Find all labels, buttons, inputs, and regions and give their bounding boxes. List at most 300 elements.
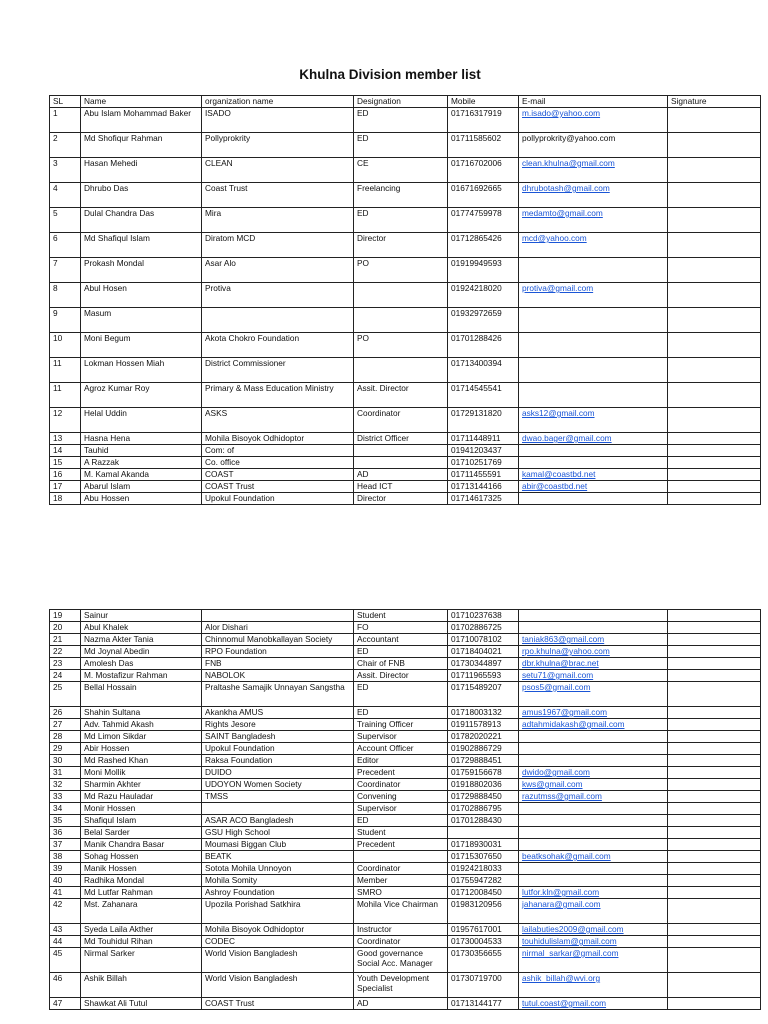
cell-mobile: 01702886795 xyxy=(448,803,519,815)
cell-designation: Coordinator xyxy=(354,936,448,948)
cell-organization: Pollyprokrity xyxy=(202,133,354,158)
cell-organization: DUIDO xyxy=(202,767,354,779)
cell-email[interactable]: rpo.khulna@yahoo.com xyxy=(519,646,668,658)
cell-mobile: 01924218033 xyxy=(448,863,519,875)
cell-designation: ED xyxy=(354,707,448,719)
cell-email xyxy=(519,803,668,815)
cell-email[interactable]: lailabuties2009@gmail.com xyxy=(519,924,668,936)
cell-designation: ED xyxy=(354,108,448,133)
cell-signature xyxy=(668,408,761,433)
page-title: Khulna Division member list xyxy=(299,67,481,82)
table-row xyxy=(50,622,761,634)
cell-designation: Training Officer xyxy=(354,719,448,731)
table-row xyxy=(50,108,761,133)
cell-name: Radhika Mondal xyxy=(81,875,202,887)
cell-signature xyxy=(668,183,761,208)
cell-designation: ED xyxy=(354,646,448,658)
cell-mobile: 01711965593 xyxy=(448,670,519,682)
cell-mobile: 01718930031 xyxy=(448,839,519,851)
cell-sl: 2 xyxy=(50,133,81,158)
cell-name: Syeda Laila Akther xyxy=(81,924,202,936)
header-designation: Designation xyxy=(354,96,448,108)
cell-name: Md Razu Hauladar xyxy=(81,791,202,803)
cell-designation: CE xyxy=(354,158,448,183)
cell-name: Masum xyxy=(81,308,202,333)
cell-organization: Asar Alo xyxy=(202,258,354,283)
cell-email[interactable]: medamto@gmail.com xyxy=(519,208,668,233)
cell-signature xyxy=(668,469,761,481)
cell-designation: Precedent xyxy=(354,767,448,779)
table-row xyxy=(50,634,761,646)
table-row xyxy=(50,682,761,707)
cell-email[interactable]: kamal@coastbd.net xyxy=(519,469,668,481)
cell-sl: 8 xyxy=(50,283,81,308)
cell-mobile: 01701288426 xyxy=(448,333,519,358)
cell-signature xyxy=(668,743,761,755)
cell-signature xyxy=(668,682,761,707)
cell-mobile: 01711448911 xyxy=(448,433,519,445)
cell-signature xyxy=(668,208,761,233)
cell-sl: 44 xyxy=(50,936,81,948)
table-row xyxy=(50,779,761,791)
header-organization: organization name xyxy=(202,96,354,108)
cell-sl: 47 xyxy=(50,998,81,1010)
cell-email[interactable]: kws@gmail.com xyxy=(519,779,668,791)
table-row xyxy=(50,863,761,875)
table-row xyxy=(50,875,761,887)
cell-sl: 4 xyxy=(50,183,81,208)
cell-mobile: 01718404021 xyxy=(448,646,519,658)
cell-mobile: 01714617325 xyxy=(448,493,519,505)
cell-sl: 37 xyxy=(50,839,81,851)
cell-designation: ED xyxy=(354,208,448,233)
cell-sl: 25 xyxy=(50,682,81,707)
cell-name: Sohag Hossen xyxy=(81,851,202,863)
cell-designation: Coordinator xyxy=(354,863,448,875)
cell-designation: Youth Development Specialist xyxy=(354,973,448,998)
cell-sl: 23 xyxy=(50,658,81,670)
table-row xyxy=(50,408,761,433)
cell-email[interactable]: protiva@gmail.com xyxy=(519,283,668,308)
cell-email xyxy=(519,875,668,887)
cell-name: Helal Uddin xyxy=(81,408,202,433)
table-row xyxy=(50,924,761,936)
cell-organization: CLEAN xyxy=(202,158,354,183)
cell-signature xyxy=(668,358,761,383)
cell-designation: AD xyxy=(354,469,448,481)
cell-mobile: 01774759978 xyxy=(448,208,519,233)
table-row xyxy=(50,610,761,622)
cell-signature xyxy=(668,803,761,815)
table-row xyxy=(50,433,761,445)
cell-signature xyxy=(668,445,761,457)
table-row xyxy=(50,493,761,505)
cell-signature xyxy=(668,481,761,493)
cell-designation xyxy=(354,457,448,469)
table-row xyxy=(50,899,761,924)
cell-sl: 30 xyxy=(50,755,81,767)
table-row xyxy=(50,707,761,719)
cell-name: Md Lutfar Rahman xyxy=(81,887,202,899)
cell-email xyxy=(519,827,668,839)
cell-email xyxy=(519,383,668,408)
cell-organization: Moumasi Biggan Club xyxy=(202,839,354,851)
cell-designation: Supervisor xyxy=(354,803,448,815)
cell-designation: Chair of FNB xyxy=(354,658,448,670)
cell-sl: 35 xyxy=(50,815,81,827)
cell-name: Mst. Zahanara xyxy=(81,899,202,924)
cell-name: Monir Hossen xyxy=(81,803,202,815)
cell-email[interactable]: dhrubotash@gmail.com xyxy=(519,183,668,208)
cell-name: M. Mostafizur Rahman xyxy=(81,670,202,682)
cell-signature xyxy=(668,924,761,936)
cell-signature xyxy=(668,839,761,851)
table-row xyxy=(50,658,761,670)
cell-name: Tauhid xyxy=(81,445,202,457)
table-row xyxy=(50,469,761,481)
cell-email[interactable]: asks12@gmail.com xyxy=(519,408,668,433)
cell-organization: Akankha AMUS xyxy=(202,707,354,719)
cell-email[interactable]: beatksohak@gmail.com xyxy=(519,851,668,863)
cell-organization: Alor Dishari xyxy=(202,622,354,634)
cell-name: Sharmin Akhter xyxy=(81,779,202,791)
cell-organization: ASKS xyxy=(202,408,354,433)
cell-signature xyxy=(668,283,761,308)
cell-name: Bellal Hossain xyxy=(81,682,202,707)
cell-email[interactable]: nirmal_sarkar@gmail.com xyxy=(519,948,668,973)
table-row xyxy=(50,333,761,358)
header-signature: Signature xyxy=(668,96,761,108)
cell-designation xyxy=(354,283,448,308)
cell-mobile: 01715489207 xyxy=(448,682,519,707)
cell-email[interactable]: lutfor.kln@gmail.com xyxy=(519,887,668,899)
cell-organization: Ashroy Foundation xyxy=(202,887,354,899)
cell-email[interactable]: amus1967@gmail.com xyxy=(519,707,668,719)
cell-email[interactable]: taniak863@gmail.com xyxy=(519,634,668,646)
cell-organization: ISADO xyxy=(202,108,354,133)
cell-signature xyxy=(668,887,761,899)
cell-mobile: 01714545541 xyxy=(448,383,519,408)
cell-designation: Accountant xyxy=(354,634,448,646)
cell-mobile: 01983120956 xyxy=(448,899,519,924)
cell-name: Abu Hossen xyxy=(81,493,202,505)
cell-email xyxy=(519,258,668,283)
header-mobile: Mobile xyxy=(448,96,519,108)
cell-designation: FO xyxy=(354,622,448,634)
cell-name: Manik Chandra Basar xyxy=(81,839,202,851)
cell-organization: COAST Trust xyxy=(202,998,354,1010)
cell-sl: 10 xyxy=(50,333,81,358)
cell-name: Sainur xyxy=(81,610,202,622)
cell-name: Amolesh Das xyxy=(81,658,202,670)
cell-name: Lokman Hossen Miah xyxy=(81,358,202,383)
header-sl: SL xyxy=(50,96,81,108)
cell-signature xyxy=(668,233,761,258)
cell-sl: 22 xyxy=(50,646,81,658)
cell-sl: 38 xyxy=(50,851,81,863)
cell-name: A Razzak xyxy=(81,457,202,469)
cell-designation: Director xyxy=(354,493,448,505)
cell-signature xyxy=(668,646,761,658)
cell-name: Prokash Mondal xyxy=(81,258,202,283)
cell-email xyxy=(519,493,668,505)
cell-email[interactable]: touhidulislam@gmail.com xyxy=(519,936,668,948)
cell-mobile: 01712008450 xyxy=(448,887,519,899)
cell-mobile: 01932972659 xyxy=(448,308,519,333)
cell-name: Abu Islam Mohammad Baker xyxy=(81,108,202,133)
table-row xyxy=(50,383,761,408)
cell-sl: 3 xyxy=(50,158,81,183)
cell-designation xyxy=(354,358,448,383)
cell-organization: Raksa Foundation xyxy=(202,755,354,767)
cell-mobile: 01941203437 xyxy=(448,445,519,457)
cell-mobile: 01782020221 xyxy=(448,731,519,743)
table-row xyxy=(50,283,761,308)
cell-organization: Praltashe Samajik Unnayan Sangstha xyxy=(202,682,354,707)
cell-designation: Precedent xyxy=(354,839,448,851)
cell-mobile: 01730004533 xyxy=(448,936,519,948)
cell-organization: Diratom MCD xyxy=(202,233,354,258)
cell-sl: 9 xyxy=(50,308,81,333)
cell-signature xyxy=(668,433,761,445)
cell-email[interactable]: clean.khulna@gmail.com xyxy=(519,158,668,183)
cell-email[interactable]: tutul.coast@gmail.com xyxy=(519,998,668,1010)
cell-signature xyxy=(668,827,761,839)
table-row xyxy=(50,670,761,682)
cell-mobile: 01713144166 xyxy=(448,481,519,493)
cell-name: Shahin Sultana xyxy=(81,707,202,719)
member-table-page-2 xyxy=(49,609,761,1010)
cell-sl: 15 xyxy=(50,457,81,469)
cell-email[interactable]: dbr.khulna@brac.net xyxy=(519,658,668,670)
cell-organization: GSU High School xyxy=(202,827,354,839)
cell-name: Dulal Chandra Das xyxy=(81,208,202,233)
cell-name: Md Shafiqul Islam xyxy=(81,233,202,258)
cell-organization: CODEC xyxy=(202,936,354,948)
cell-organization xyxy=(202,308,354,333)
cell-sl: 40 xyxy=(50,875,81,887)
cell-email: pollyprokrity@yahoo.com xyxy=(519,133,668,158)
cell-signature xyxy=(668,493,761,505)
cell-signature xyxy=(668,899,761,924)
table-row xyxy=(50,731,761,743)
cell-name: Agroz Kumar Roy xyxy=(81,383,202,408)
cell-name: M. Kamal Akanda xyxy=(81,469,202,481)
cell-signature xyxy=(668,863,761,875)
cell-email[interactable]: jahanara@gmail.com xyxy=(519,899,668,924)
cell-designation: Convening xyxy=(354,791,448,803)
cell-email[interactable]: ashik_billah@wvi.org xyxy=(519,973,668,998)
cell-signature xyxy=(668,875,761,887)
table-row xyxy=(50,998,761,1010)
cell-designation: Good governance Social Acc. Manager xyxy=(354,948,448,973)
cell-sl: 20 xyxy=(50,622,81,634)
cell-signature xyxy=(668,133,761,158)
cell-mobile: 01957617001 xyxy=(448,924,519,936)
cell-email[interactable]: m.isado@yahoo.com xyxy=(519,108,668,133)
cell-signature xyxy=(668,258,761,283)
cell-signature xyxy=(668,158,761,183)
cell-mobile: 01715307650 xyxy=(448,851,519,863)
cell-sl: 5 xyxy=(50,208,81,233)
cell-email[interactable]: razutmss@gmail.com xyxy=(519,791,668,803)
cell-email[interactable]: dwido@gmail.com xyxy=(519,767,668,779)
cell-email[interactable]: mcd@yahoo.com xyxy=(519,233,668,258)
cell-name: Hasan Mehedi xyxy=(81,158,202,183)
cell-sl: 27 xyxy=(50,719,81,731)
cell-signature xyxy=(668,333,761,358)
cell-organization: World Vision Bangladesh xyxy=(202,948,354,973)
cell-name: Ashik Billah xyxy=(81,973,202,998)
cell-mobile xyxy=(448,827,519,839)
cell-designation xyxy=(354,445,448,457)
cell-designation: Editor xyxy=(354,755,448,767)
cell-email xyxy=(519,610,668,622)
cell-sl: 43 xyxy=(50,924,81,936)
cell-organization: COAST Trust xyxy=(202,481,354,493)
cell-sl: 34 xyxy=(50,803,81,815)
table-row xyxy=(50,208,761,233)
cell-mobile: 01730344897 xyxy=(448,658,519,670)
cell-mobile: 01701288430 xyxy=(448,815,519,827)
cell-mobile: 01711455591 xyxy=(448,469,519,481)
cell-signature xyxy=(668,731,761,743)
cell-organization: FNB xyxy=(202,658,354,670)
cell-mobile: 01712865426 xyxy=(448,233,519,258)
cell-designation: PO xyxy=(354,333,448,358)
cell-signature xyxy=(668,779,761,791)
cell-organization xyxy=(202,610,354,622)
cell-signature xyxy=(668,973,761,998)
cell-mobile: 01711585602 xyxy=(448,133,519,158)
cell-sl: 11 xyxy=(50,358,81,383)
cell-sl: 12 xyxy=(50,408,81,433)
cell-designation: Director xyxy=(354,233,448,258)
cell-sl: 46 xyxy=(50,973,81,998)
table-row xyxy=(50,133,761,158)
cell-sl: 39 xyxy=(50,863,81,875)
cell-email[interactable]: psos5@gmail.com xyxy=(519,682,668,707)
cell-sl: 31 xyxy=(50,767,81,779)
cell-organization: Mira xyxy=(202,208,354,233)
cell-organization: Sotota Mohila Unnoyon xyxy=(202,863,354,875)
table-row xyxy=(50,233,761,258)
cell-name: Nazma Akter Tania xyxy=(81,634,202,646)
cell-sl: 45 xyxy=(50,948,81,973)
cell-mobile: 01911578913 xyxy=(448,719,519,731)
cell-mobile: 01710078102 xyxy=(448,634,519,646)
table-row xyxy=(50,815,761,827)
cell-email xyxy=(519,731,668,743)
cell-name: Dhrubo Das xyxy=(81,183,202,208)
cell-organization: Rights Jesore xyxy=(202,719,354,731)
cell-organization: District Commissioner xyxy=(202,358,354,383)
cell-email xyxy=(519,743,668,755)
cell-mobile: 01729888451 xyxy=(448,755,519,767)
table-row xyxy=(50,481,761,493)
table-row xyxy=(50,973,761,998)
cell-sl: 19 xyxy=(50,610,81,622)
cell-signature xyxy=(668,998,761,1010)
cell-designation: ED xyxy=(354,682,448,707)
cell-sl: 28 xyxy=(50,731,81,743)
cell-name: Adv. Tahmid Akash xyxy=(81,719,202,731)
cell-sl: 21 xyxy=(50,634,81,646)
cell-organization: Mohila Bisoyok Odhidoptor xyxy=(202,924,354,936)
cell-organization: UDOYON Women Society xyxy=(202,779,354,791)
cell-signature xyxy=(668,936,761,948)
cell-organization: Chinnomul Manobkallayan Society xyxy=(202,634,354,646)
cell-signature xyxy=(668,791,761,803)
cell-designation: Coordinator xyxy=(354,408,448,433)
cell-mobile: 01713144177 xyxy=(448,998,519,1010)
table-row xyxy=(50,358,761,383)
cell-sl: 11 xyxy=(50,383,81,408)
cell-designation: ED xyxy=(354,815,448,827)
cell-organization: Upokul Foundation xyxy=(202,743,354,755)
cell-signature xyxy=(668,948,761,973)
cell-email[interactable]: setu71@gmail.com xyxy=(519,670,668,682)
cell-organization: ASAR ACO Bangladesh xyxy=(202,815,354,827)
table-row xyxy=(50,791,761,803)
cell-mobile: 01702886725 xyxy=(448,622,519,634)
table-header-row xyxy=(50,96,761,108)
cell-mobile: 01729888450 xyxy=(448,791,519,803)
cell-signature xyxy=(668,383,761,408)
cell-organization: Com: of xyxy=(202,445,354,457)
cell-organization: TMSS xyxy=(202,791,354,803)
cell-designation: PO xyxy=(354,258,448,283)
cell-mobile: 01924218020 xyxy=(448,283,519,308)
cell-sl: 29 xyxy=(50,743,81,755)
cell-signature xyxy=(668,308,761,333)
cell-mobile: 01671692665 xyxy=(448,183,519,208)
cell-sl: 33 xyxy=(50,791,81,803)
table-row xyxy=(50,158,761,183)
cell-email xyxy=(519,622,668,634)
cell-designation: Account Officer xyxy=(354,743,448,755)
cell-signature xyxy=(668,719,761,731)
cell-email xyxy=(519,863,668,875)
cell-mobile: 01710237638 xyxy=(448,610,519,622)
cell-name: Manik Hossen xyxy=(81,863,202,875)
cell-designation: Head ICT xyxy=(354,481,448,493)
cell-sl: 6 xyxy=(50,233,81,258)
cell-email[interactable]: dwao.bager@gmail.com xyxy=(519,433,668,445)
table-row xyxy=(50,445,761,457)
cell-organization: Primary & Mass Education Ministry xyxy=(202,383,354,408)
cell-mobile: 01759156678 xyxy=(448,767,519,779)
cell-name: Abarul Islam xyxy=(81,481,202,493)
cell-designation: Instructor xyxy=(354,924,448,936)
cell-signature xyxy=(668,707,761,719)
cell-name: Shafiqul Islam xyxy=(81,815,202,827)
header-name: Name xyxy=(81,96,202,108)
cell-designation: Member xyxy=(354,875,448,887)
cell-mobile: 01919949593 xyxy=(448,258,519,283)
cell-sl: 16 xyxy=(50,469,81,481)
cell-email[interactable]: abir@coastbd.net xyxy=(519,481,668,493)
table-row xyxy=(50,743,761,755)
cell-designation: Student xyxy=(354,610,448,622)
cell-email[interactable]: adtahmidakash@gmail.com xyxy=(519,719,668,731)
table-row xyxy=(50,839,761,851)
table-row xyxy=(50,827,761,839)
cell-email xyxy=(519,815,668,827)
cell-designation: Assit. Director xyxy=(354,383,448,408)
cell-email xyxy=(519,333,668,358)
cell-designation: AD xyxy=(354,998,448,1010)
